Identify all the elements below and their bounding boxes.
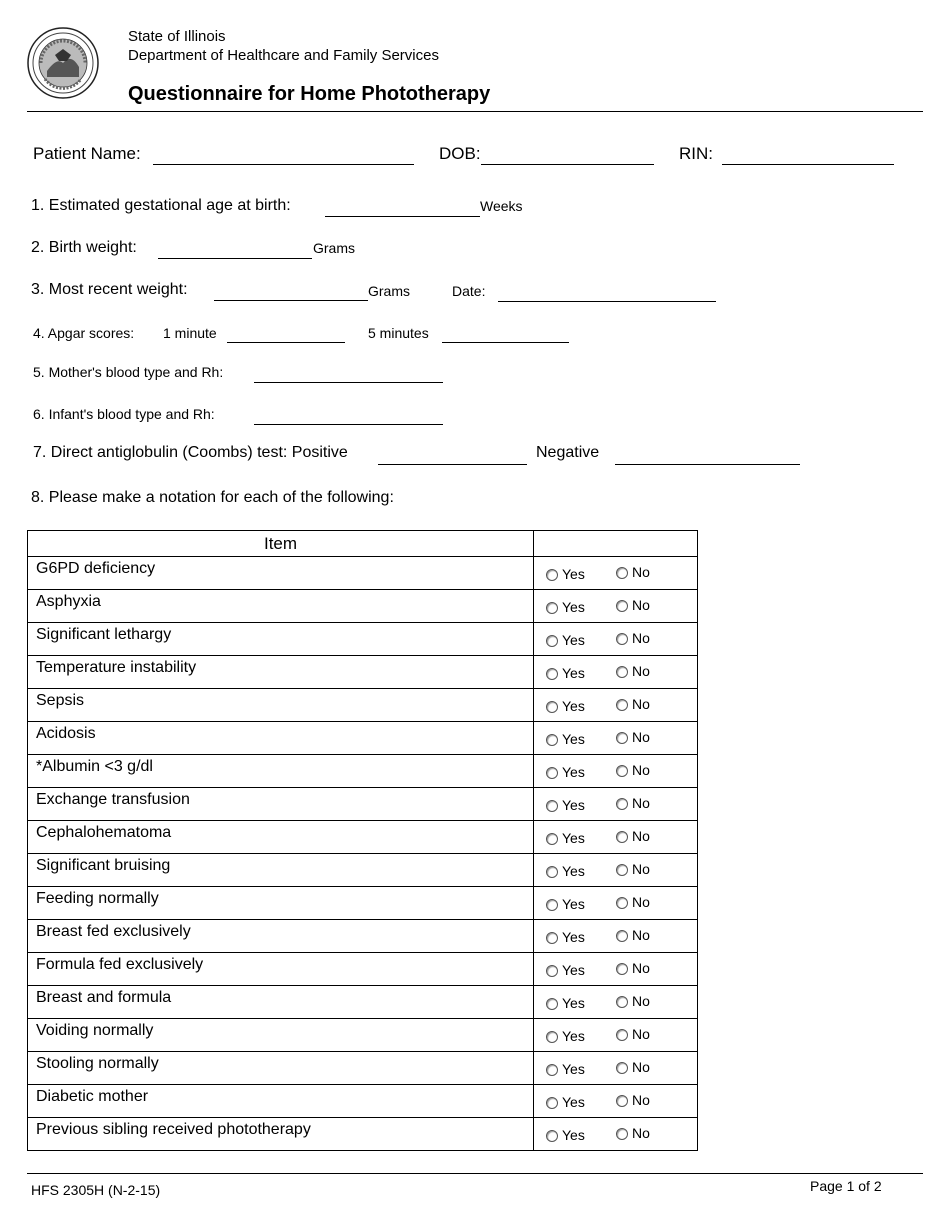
- table-row: [28, 722, 698, 755]
- row-response-cell: [534, 722, 698, 755]
- gestational-age-field[interactable]: [325, 216, 480, 217]
- yes-radio[interactable]: [546, 602, 558, 614]
- table-row: [28, 1118, 698, 1151]
- item-column-header: Item: [28, 531, 534, 557]
- row-response-cell: [534, 953, 698, 986]
- table-header-row: [28, 531, 698, 557]
- row-response-cell: [534, 854, 698, 887]
- infant-blood-type-field[interactable]: [254, 424, 443, 425]
- no-label: No: [632, 1059, 650, 1075]
- no-label: No: [632, 861, 650, 877]
- row-item-label: G6PD deficiency: [36, 560, 156, 577]
- q7-label: 7. Direct antiglobulin (Coombs) test: Positive: [33, 444, 348, 461]
- table-row: [28, 821, 698, 854]
- q2-label: 2. Birth weight:: [31, 239, 137, 256]
- table-row: [28, 689, 698, 722]
- yes-label: Yes: [562, 599, 585, 615]
- yes-label: Yes: [562, 863, 585, 879]
- yes-label: Yes: [562, 665, 585, 681]
- no-label: No: [632, 1092, 650, 1108]
- row-response-cell: [534, 821, 698, 854]
- q6-label: 6. Infant's blood type and Rh:: [33, 406, 215, 422]
- row-response-cell: [534, 920, 698, 953]
- yes-radio[interactable]: [546, 833, 558, 845]
- recent-weight-field[interactable]: [214, 300, 368, 301]
- table-row: [28, 788, 698, 821]
- yes-label: Yes: [562, 698, 585, 714]
- yes-label: Yes: [562, 929, 585, 945]
- no-label: No: [632, 795, 650, 811]
- no-label: No: [632, 993, 650, 1009]
- row-response-cell: [534, 755, 698, 788]
- row-item-label: Voiding normally: [36, 1022, 154, 1039]
- row-item-cell: [28, 590, 534, 623]
- no-radio[interactable]: [616, 600, 628, 612]
- table-row: [28, 920, 698, 953]
- yes-radio[interactable]: [546, 965, 558, 977]
- row-item-label: Breast and formula: [36, 989, 172, 1006]
- row-item-cell: [28, 623, 534, 656]
- table-row: [28, 1085, 698, 1118]
- no-label: No: [632, 927, 650, 943]
- no-radio[interactable]: [616, 1095, 628, 1107]
- q3-label: 3. Most recent weight:: [31, 281, 188, 298]
- row-item-cell: [28, 1085, 534, 1118]
- row-item-cell: [28, 1052, 534, 1085]
- yes-label: Yes: [562, 830, 585, 846]
- form-id: HFS 2305H (N-2-15): [31, 1182, 161, 1198]
- state-name: State of Illinois: [128, 28, 226, 45]
- row-item-label: Feeding normally: [36, 890, 159, 907]
- yes-radio[interactable]: [546, 767, 558, 779]
- notation-table: [27, 530, 698, 1151]
- row-response-cell: [534, 887, 698, 920]
- row-item-label: Asphyxia: [36, 593, 101, 610]
- table-row: [28, 590, 698, 623]
- patient-name-field[interactable]: [153, 164, 414, 165]
- patient-name-label: Patient Name:: [33, 144, 141, 163]
- row-item-cell: [28, 854, 534, 887]
- table-row: [28, 953, 698, 986]
- no-label: No: [632, 630, 650, 646]
- row-response-cell: [534, 656, 698, 689]
- yes-radio[interactable]: [546, 932, 558, 944]
- row-item-cell: [28, 722, 534, 755]
- row-item-cell: [28, 887, 534, 920]
- yes-label: Yes: [562, 797, 585, 813]
- no-radio[interactable]: [616, 963, 628, 975]
- q1-unit: Weeks: [480, 198, 523, 214]
- row-item-label: Cephalohematoma: [36, 824, 172, 841]
- no-label: No: [632, 1026, 650, 1042]
- row-item-label: Diabetic mother: [36, 1088, 149, 1105]
- no-label: No: [632, 1125, 650, 1141]
- yes-label: Yes: [562, 731, 585, 747]
- yes-label: Yes: [562, 1061, 585, 1077]
- no-radio[interactable]: [616, 699, 628, 711]
- row-item-cell: [28, 755, 534, 788]
- yes-label: Yes: [562, 896, 585, 912]
- row-item-cell: [28, 920, 534, 953]
- no-radio[interactable]: [616, 567, 628, 579]
- yes-radio[interactable]: [546, 899, 558, 911]
- yes-radio[interactable]: [546, 866, 558, 878]
- yes-radio[interactable]: [546, 734, 558, 746]
- no-radio[interactable]: [616, 732, 628, 744]
- yes-radio[interactable]: [546, 1130, 558, 1142]
- coombs-negative-field[interactable]: [615, 464, 800, 465]
- row-item-cell: [28, 1019, 534, 1052]
- no-radio[interactable]: [616, 996, 628, 1008]
- coombs-positive-field[interactable]: [378, 464, 527, 465]
- mother-blood-type-field[interactable]: [254, 382, 443, 383]
- page-title: Questionnaire for Home Phototherapy: [128, 83, 491, 105]
- yes-radio[interactable]: [546, 1097, 558, 1109]
- table-row: [28, 887, 698, 920]
- yes-label: Yes: [562, 962, 585, 978]
- row-item-cell: [28, 689, 534, 722]
- row-item-label: Breast fed exclusively: [36, 923, 191, 940]
- row-item-cell: [28, 821, 534, 854]
- department-name: Department of Healthcare and Family Services: [128, 47, 439, 64]
- row-response-cell: [534, 1118, 698, 1151]
- yes-radio[interactable]: [546, 800, 558, 812]
- dob-label: DOB:: [439, 144, 481, 163]
- page-number: Page 1 of 2: [810, 1178, 882, 1194]
- row-item-label: Formula fed exclusively: [36, 956, 204, 973]
- yes-radio[interactable]: [546, 635, 558, 647]
- no-label: No: [632, 960, 650, 976]
- row-response-cell: [534, 623, 698, 656]
- yes-label: Yes: [562, 632, 585, 648]
- no-label: No: [632, 696, 650, 712]
- table-row: [28, 623, 698, 656]
- row-item-label: Previous sibling received phototherapy: [36, 1121, 311, 1138]
- state-seal-logo: [27, 27, 99, 99]
- no-label: No: [632, 828, 650, 844]
- no-label: No: [632, 564, 650, 580]
- row-item-label: Stooling normally: [36, 1055, 159, 1072]
- dob-field[interactable]: [481, 164, 654, 165]
- row-item-label: Sepsis: [36, 692, 85, 709]
- row-response-cell: [534, 689, 698, 722]
- no-radio[interactable]: [616, 1062, 628, 1074]
- row-item-cell: [28, 1118, 534, 1151]
- table-row: [28, 1052, 698, 1085]
- yes-radio[interactable]: [546, 998, 558, 1010]
- no-radio[interactable]: [616, 1029, 628, 1041]
- apgar-5min-field[interactable]: [442, 342, 569, 343]
- yes-radio[interactable]: [546, 668, 558, 680]
- apgar-1min-label: 1 minute: [163, 325, 217, 341]
- row-item-label: Exchange transfusion: [36, 791, 190, 808]
- table-row: [28, 986, 698, 1019]
- response-column-header: [534, 531, 698, 557]
- apgar-5min-label: 5 minutes: [368, 325, 429, 341]
- yes-label: Yes: [562, 1094, 585, 1110]
- no-radio[interactable]: [616, 765, 628, 777]
- row-response-cell: [534, 590, 698, 623]
- table-row: [28, 755, 698, 788]
- birth-weight-field[interactable]: [158, 258, 312, 259]
- row-item-cell: [28, 788, 534, 821]
- no-label: No: [632, 762, 650, 778]
- table-row: [28, 557, 698, 590]
- row-item-label: *Albumin <3 g/dl: [36, 758, 153, 775]
- no-radio[interactable]: [616, 666, 628, 678]
- no-label: No: [632, 597, 650, 613]
- yes-label: Yes: [562, 1028, 585, 1044]
- header-divider: [27, 111, 923, 112]
- row-response-cell: [534, 1019, 698, 1052]
- row-response-cell: [534, 557, 698, 590]
- no-label: No: [632, 663, 650, 679]
- no-label: No: [632, 729, 650, 745]
- yes-label: Yes: [562, 1127, 585, 1143]
- table-row: [28, 854, 698, 887]
- no-radio[interactable]: [616, 864, 628, 876]
- row-response-cell: [534, 1052, 698, 1085]
- no-radio[interactable]: [616, 897, 628, 909]
- yes-radio[interactable]: [546, 1031, 558, 1043]
- row-response-cell: [534, 986, 698, 1019]
- coombs-negative-label: Negative: [536, 444, 600, 461]
- yes-radio[interactable]: [546, 1064, 558, 1076]
- no-radio[interactable]: [616, 633, 628, 645]
- q8-label: 8. Please make a notation for each of the following:: [31, 489, 394, 506]
- row-item-cell: [28, 557, 534, 590]
- no-label: No: [632, 894, 650, 910]
- q3-date-label: Date:: [452, 283, 486, 299]
- rin-field[interactable]: [722, 164, 894, 165]
- q5-label: 5. Mother's blood type and Rh:: [33, 364, 224, 380]
- no-radio[interactable]: [616, 930, 628, 942]
- q2-unit: Grams: [313, 240, 355, 256]
- no-radio[interactable]: [616, 798, 628, 810]
- yes-label: Yes: [562, 764, 585, 780]
- recent-weight-date-field[interactable]: [498, 301, 716, 302]
- row-item-cell: [28, 986, 534, 1019]
- row-item-cell: [28, 953, 534, 986]
- row-item-label: Significant lethargy: [36, 626, 172, 643]
- table-row: [28, 656, 698, 689]
- yes-radio[interactable]: [546, 701, 558, 713]
- row-item-label: Significant bruising: [36, 857, 171, 874]
- table-row: [28, 1019, 698, 1052]
- yes-label: Yes: [562, 995, 585, 1011]
- q1-label: 1. Estimated gestational age at birth:: [31, 197, 291, 214]
- row-response-cell: [534, 1085, 698, 1118]
- row-response-cell: [534, 788, 698, 821]
- rin-label: RIN:: [679, 144, 713, 163]
- yes-label: Yes: [562, 566, 585, 582]
- footer-divider: [27, 1173, 923, 1174]
- row-item-cell: [28, 656, 534, 689]
- q3-unit: Grams: [368, 283, 410, 299]
- no-radio[interactable]: [616, 1128, 628, 1140]
- row-item-label: Acidosis: [36, 725, 96, 742]
- q4-label: 4. Apgar scores:: [33, 325, 135, 341]
- yes-radio[interactable]: [546, 569, 558, 581]
- apgar-1min-field[interactable]: [227, 342, 345, 343]
- row-item-label: Temperature instability: [36, 659, 197, 676]
- no-radio[interactable]: [616, 831, 628, 843]
